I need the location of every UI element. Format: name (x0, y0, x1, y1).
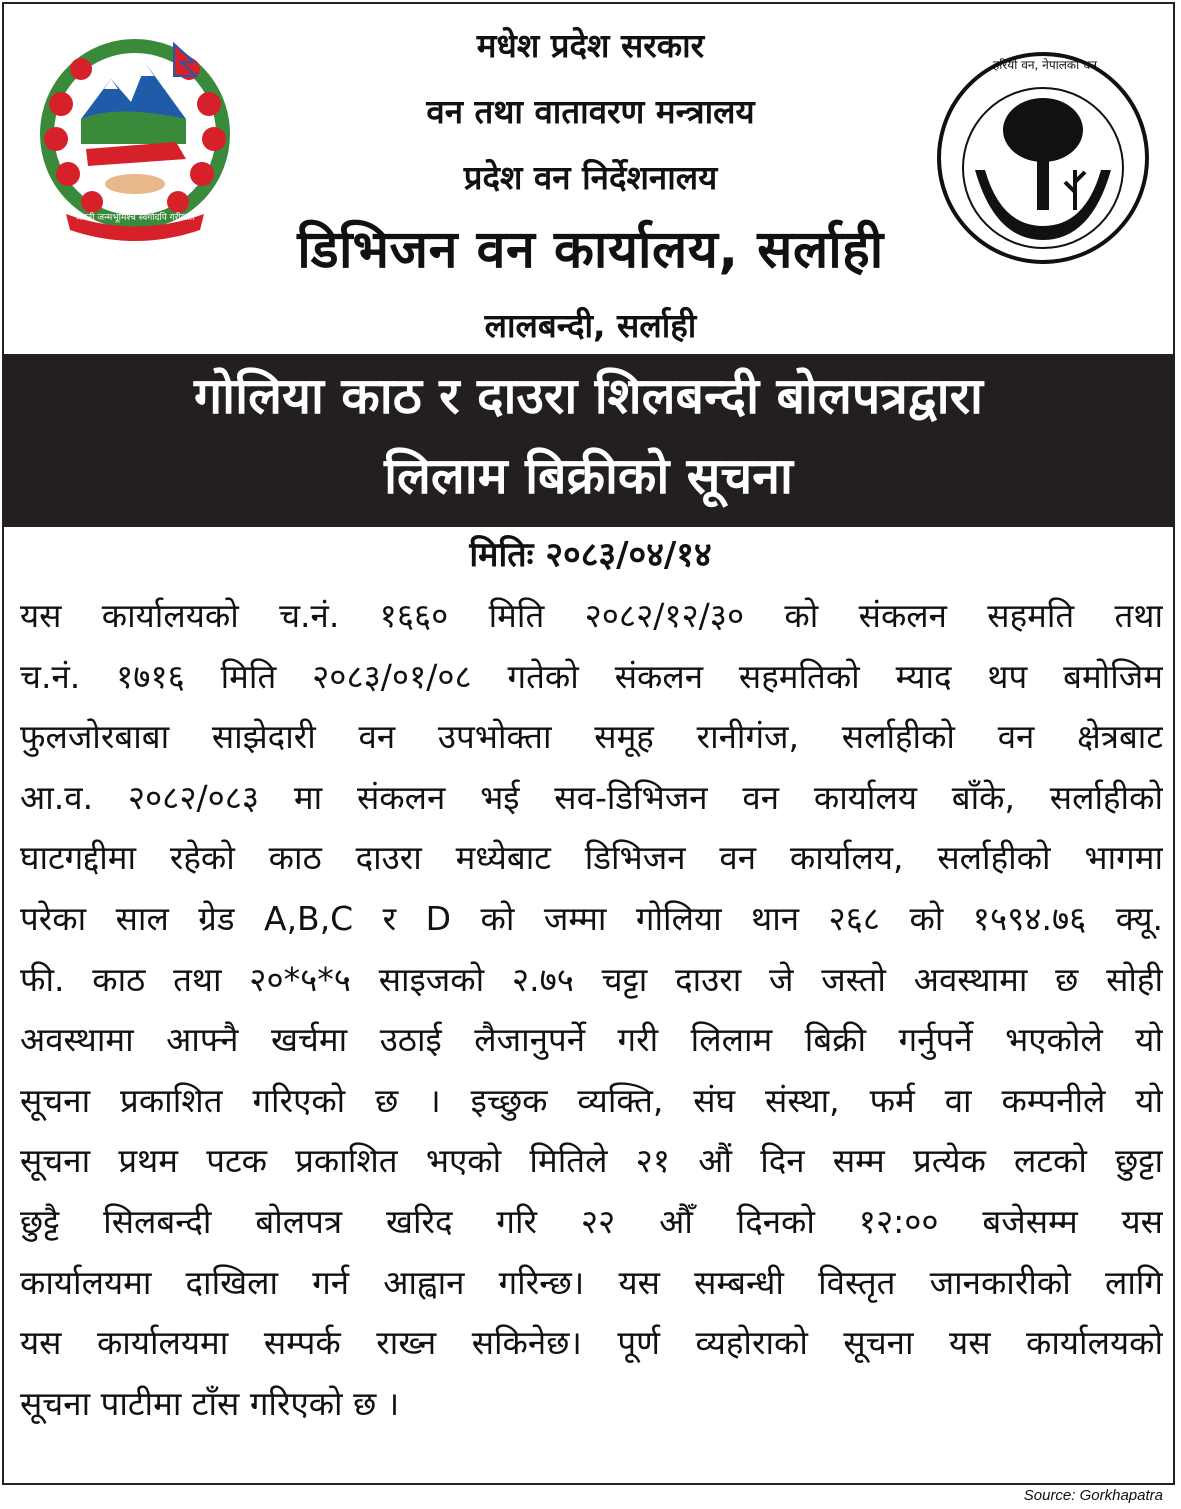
body-line: परेका साल ग्रेड A,B,C र D को जम्मा गोलिया थान २६८ को १५९४.७६ क्यू. (20, 898, 1163, 938)
notice-date: मितिः २०८३/०४/१४ (469, 535, 712, 575)
notice-title-line2: लिलाम बिक्रीको सूचना (384, 447, 793, 505)
body-line: आ.व. २०८२/०८३ मा संकलन भई सव-डिभिजन वन कार्यालय बाँके, सर्लाहीको (20, 777, 1163, 817)
emblem-motto: जननी जन्मभूमिश्च स्वर्गादपि गरीयसी (75, 213, 195, 223)
body-line: फी. काठ तथा २०*५*५ साइजको २.७५ चट्टा दाउरा जे जस्तो अवस्थामा छ सोही (20, 959, 1163, 999)
body-line: यस कार्यालयमा सम्पर्क राख्न सकिनेछ। पूर्ण व्यहोराको सूचना यस कार्यालयको (20, 1323, 1163, 1363)
ministry-name: वन तथा वातावरण मन्त्रालय (426, 92, 755, 131)
notice-title-banner (4, 354, 1173, 527)
office-name: डिभिजन वन कार्यालय, सर्लाही (297, 220, 884, 280)
body-line: च.नं. १७१६ मिति २०८३/०१/०८ गतेको संकलन सहमतिको म्याद थप बमोजिम (20, 656, 1163, 696)
body-line: सूचना प्रथम पटक प्रकाशित भएको मितिले २१ औं दिन सम्म प्रत्येक लटको छुट्टा (20, 1141, 1163, 1181)
notice-body (20, 586, 1163, 1434)
body-line: अवस्थामा आफ्नै खर्चमा उठाई लैजानुपर्ने गरी लिलाम बिक्री गर्नुपर्ने भएकोले यो (20, 1020, 1163, 1060)
directorate-name: प्रदेश वन निर्देशनालय (463, 158, 718, 197)
body-line: सूचना पाटीमा टाँस गरिएको छ । (20, 1383, 400, 1423)
body-line: फुलजोरबाबा साझेदारी वन उपभोक्ता समूह रानीगंज, सर्लाहीको वन क्षेत्रबाट (20, 717, 1163, 757)
body-line: कार्यालयमा दाखिला गर्न आह्वान गरिन्छ। यस सम्बन्धी विस्तृत जानकारीको लागि (20, 1262, 1163, 1302)
province-government: मधेश प्रदेश सरकार (476, 26, 705, 65)
notice-title-line1: गोलिया काठ र दाउरा शिलबन्दी बोलपत्रद्वारा (194, 367, 983, 425)
seal-text: हरियो वन, नेपालको धन (992, 58, 1098, 72)
office-address: लालबन्दी, सर्लाही (484, 306, 697, 345)
body-line: घाटगद्दीमा रहेको काठ दाउरा मध्येबाट डिभिजन वन कार्यालय, सर्लाहीको भागमा (20, 838, 1163, 878)
body-line: यस कार्यालयको च.नं. १६६० मिति २०८२/१२/३० को संकलन सहमति तथा (20, 596, 1163, 635)
body-line: छुट्टै सिलबन्दी बोलपत्र खरिद गरि २२ औँ दिनको १२:०० बजेसम्म यस (20, 1201, 1163, 1241)
body-line: सूचना प्रकाशित गरिएको छ । इच्छुक व्यक्ति, संघ संस्था, फर्म वा कम्पनीले यो (20, 1080, 1163, 1120)
source-credit: Source: Gorkhapatra (1023, 1487, 1163, 1504)
